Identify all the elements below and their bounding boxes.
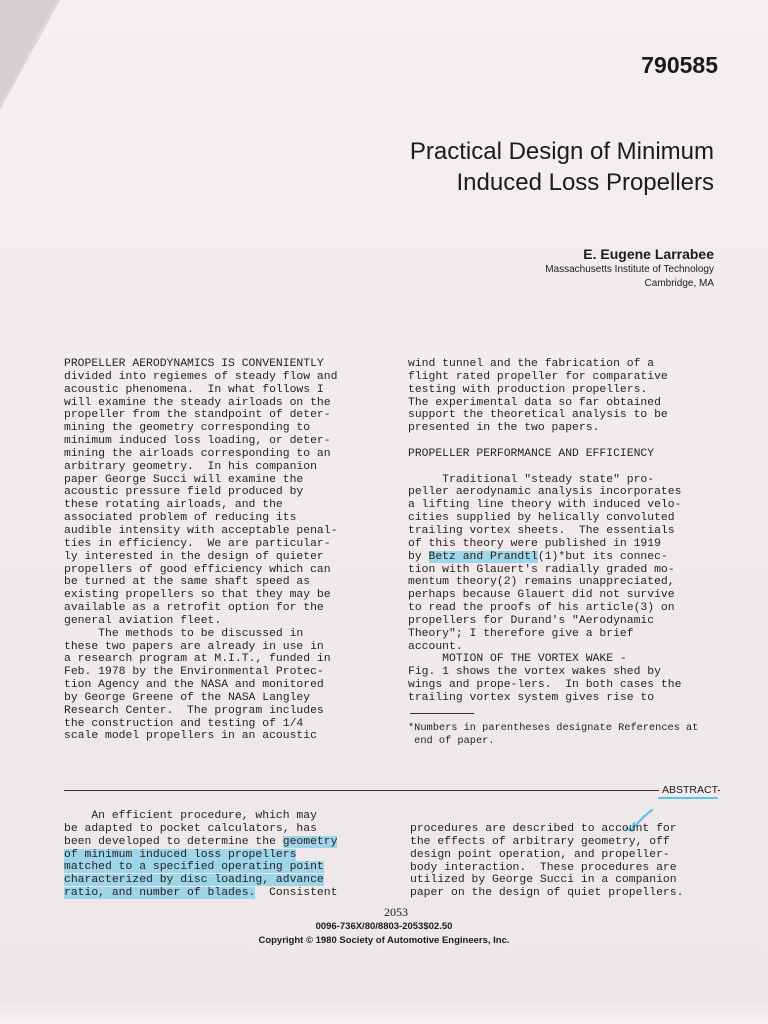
copyright-notice: Copyright © 1980 Society of Automotive Engineers, Inc. bbox=[258, 935, 510, 946]
highlighted-citation: Betz and Prandtl bbox=[428, 550, 538, 563]
right-column-paragraph-2-rest: (1)*but its connec- tion with Glauert's radially graded mo- mentum theory(2) remains unappreciated, perhaps because Glauert did not survive to read the proofs of his article(3) on propellers for Durand's "Aerodynamic Theory"; I therefore give a brief account. MOTION OF THE VORTEX WAKE - Fig. 1 shows the vortex wakes shed by wings and prope-lers. In both cases the trailing vortex system gives rise to bbox=[408, 550, 682, 704]
abstract-highlight-1: geometry bbox=[282, 835, 338, 848]
footnote-rule bbox=[410, 713, 474, 714]
body-right-column bbox=[408, 358, 681, 705]
abstract-left-start: An efficient procedure, which may be adapted to pocket calculators, has been developed to determine the bbox=[64, 810, 317, 848]
section-heading-performance: PROPELLER PERFORMANCE AND EFFICIENCY bbox=[408, 447, 655, 460]
author-institution: Massachusetts Institute of Technology bbox=[545, 264, 714, 275]
paper-number: 790585 bbox=[641, 52, 718, 78]
abstract-highlight-4: characterized by disc loading, advance bbox=[64, 874, 324, 887]
author-name: E. Eugene Larrabee bbox=[583, 246, 714, 262]
body-left-column: PROPELLER AERODYNAMICS IS CONVENIENTLY divided into regiemes of steady flow and acoustic phenomena. In what follows I will examine the steady airloads on the propeller from the standpoint of deter- mining the geometry corresponding to minimum induced loss loading, or deter- mining the airloads corresponding to an arbitrary geometry. In his companion paper George Succi will examine the acoustic pressure field produced by these rotating airloads, and the associated problem of reducing its audible intensity with acceptable penal- ties in efficiency. We are particular- ly interested in the design of quieter propellers of good efficiency which can be turned at the same shaft speed as existing propellers so that they may be available as a retrofit option for the general aviation fleet. The methods to be discussed in these two papers are already in use in a research program at M.I.T., funded in Feb. 1978 by the Environmental Protec- tion Agency and the NASA and monitored by George Greene of the NASA Langley Research Center. The program includes the construction and testing of 1/4 scale model propellers in an acoustic bbox=[64, 358, 338, 743]
page-bottom-edge bbox=[0, 1000, 768, 1024]
abstract-divider bbox=[64, 790, 720, 791]
abstract-right-column: procedures are described to account for the effects of arbitrary geometry, off design point operation, and propeller- body interaction. These procedures are utilized by George Succi in a companion paper on the design of quiet propellers. bbox=[410, 823, 684, 900]
author-affiliation bbox=[545, 263, 714, 291]
right-column-paragraph-1: wind tunnel and the fabrication of a flight rated propeller for comparative testing with production propellers. The experimental data so far obtained support the theoretical analysis to be presented in the two papers. bbox=[408, 358, 668, 435]
title-line-1: Practical Design of Minimum bbox=[409, 138, 714, 165]
abstract-highlight-2: of minimum induced loss propellers bbox=[64, 848, 297, 861]
title-line-2: Induced Loss Propellers bbox=[456, 169, 714, 196]
abstract-highlight-3: matched to a specified operating point bbox=[64, 861, 324, 874]
footnote: *Numbers in parentheses designate References at end of paper. bbox=[408, 722, 699, 747]
abstract-highlight-5: ratio, and number of blades. bbox=[64, 887, 256, 900]
highlighter-underline bbox=[658, 797, 718, 799]
paper-title bbox=[410, 136, 714, 198]
right-column-paragraph-2-start: Traditional "steady state" pro- peller aerodynamic analysis incorporates a lifting line theory with induced velo- cities supplied by helically convoluted trailing vortex sheets. The essentials of this theory were published in 1919 by bbox=[408, 473, 682, 563]
page-number: 2053 bbox=[384, 905, 408, 919]
abstract-left-end: Consistent bbox=[255, 887, 338, 900]
corner-shadow bbox=[0, 0, 56, 104]
author-location: Cambridge, MA bbox=[644, 278, 714, 289]
abstract-label: ABSTRACT bbox=[659, 784, 718, 796]
abstract-left-column bbox=[64, 810, 337, 900]
issn-code: 0096-736X/80/8803-2053$02.50 bbox=[315, 921, 453, 932]
